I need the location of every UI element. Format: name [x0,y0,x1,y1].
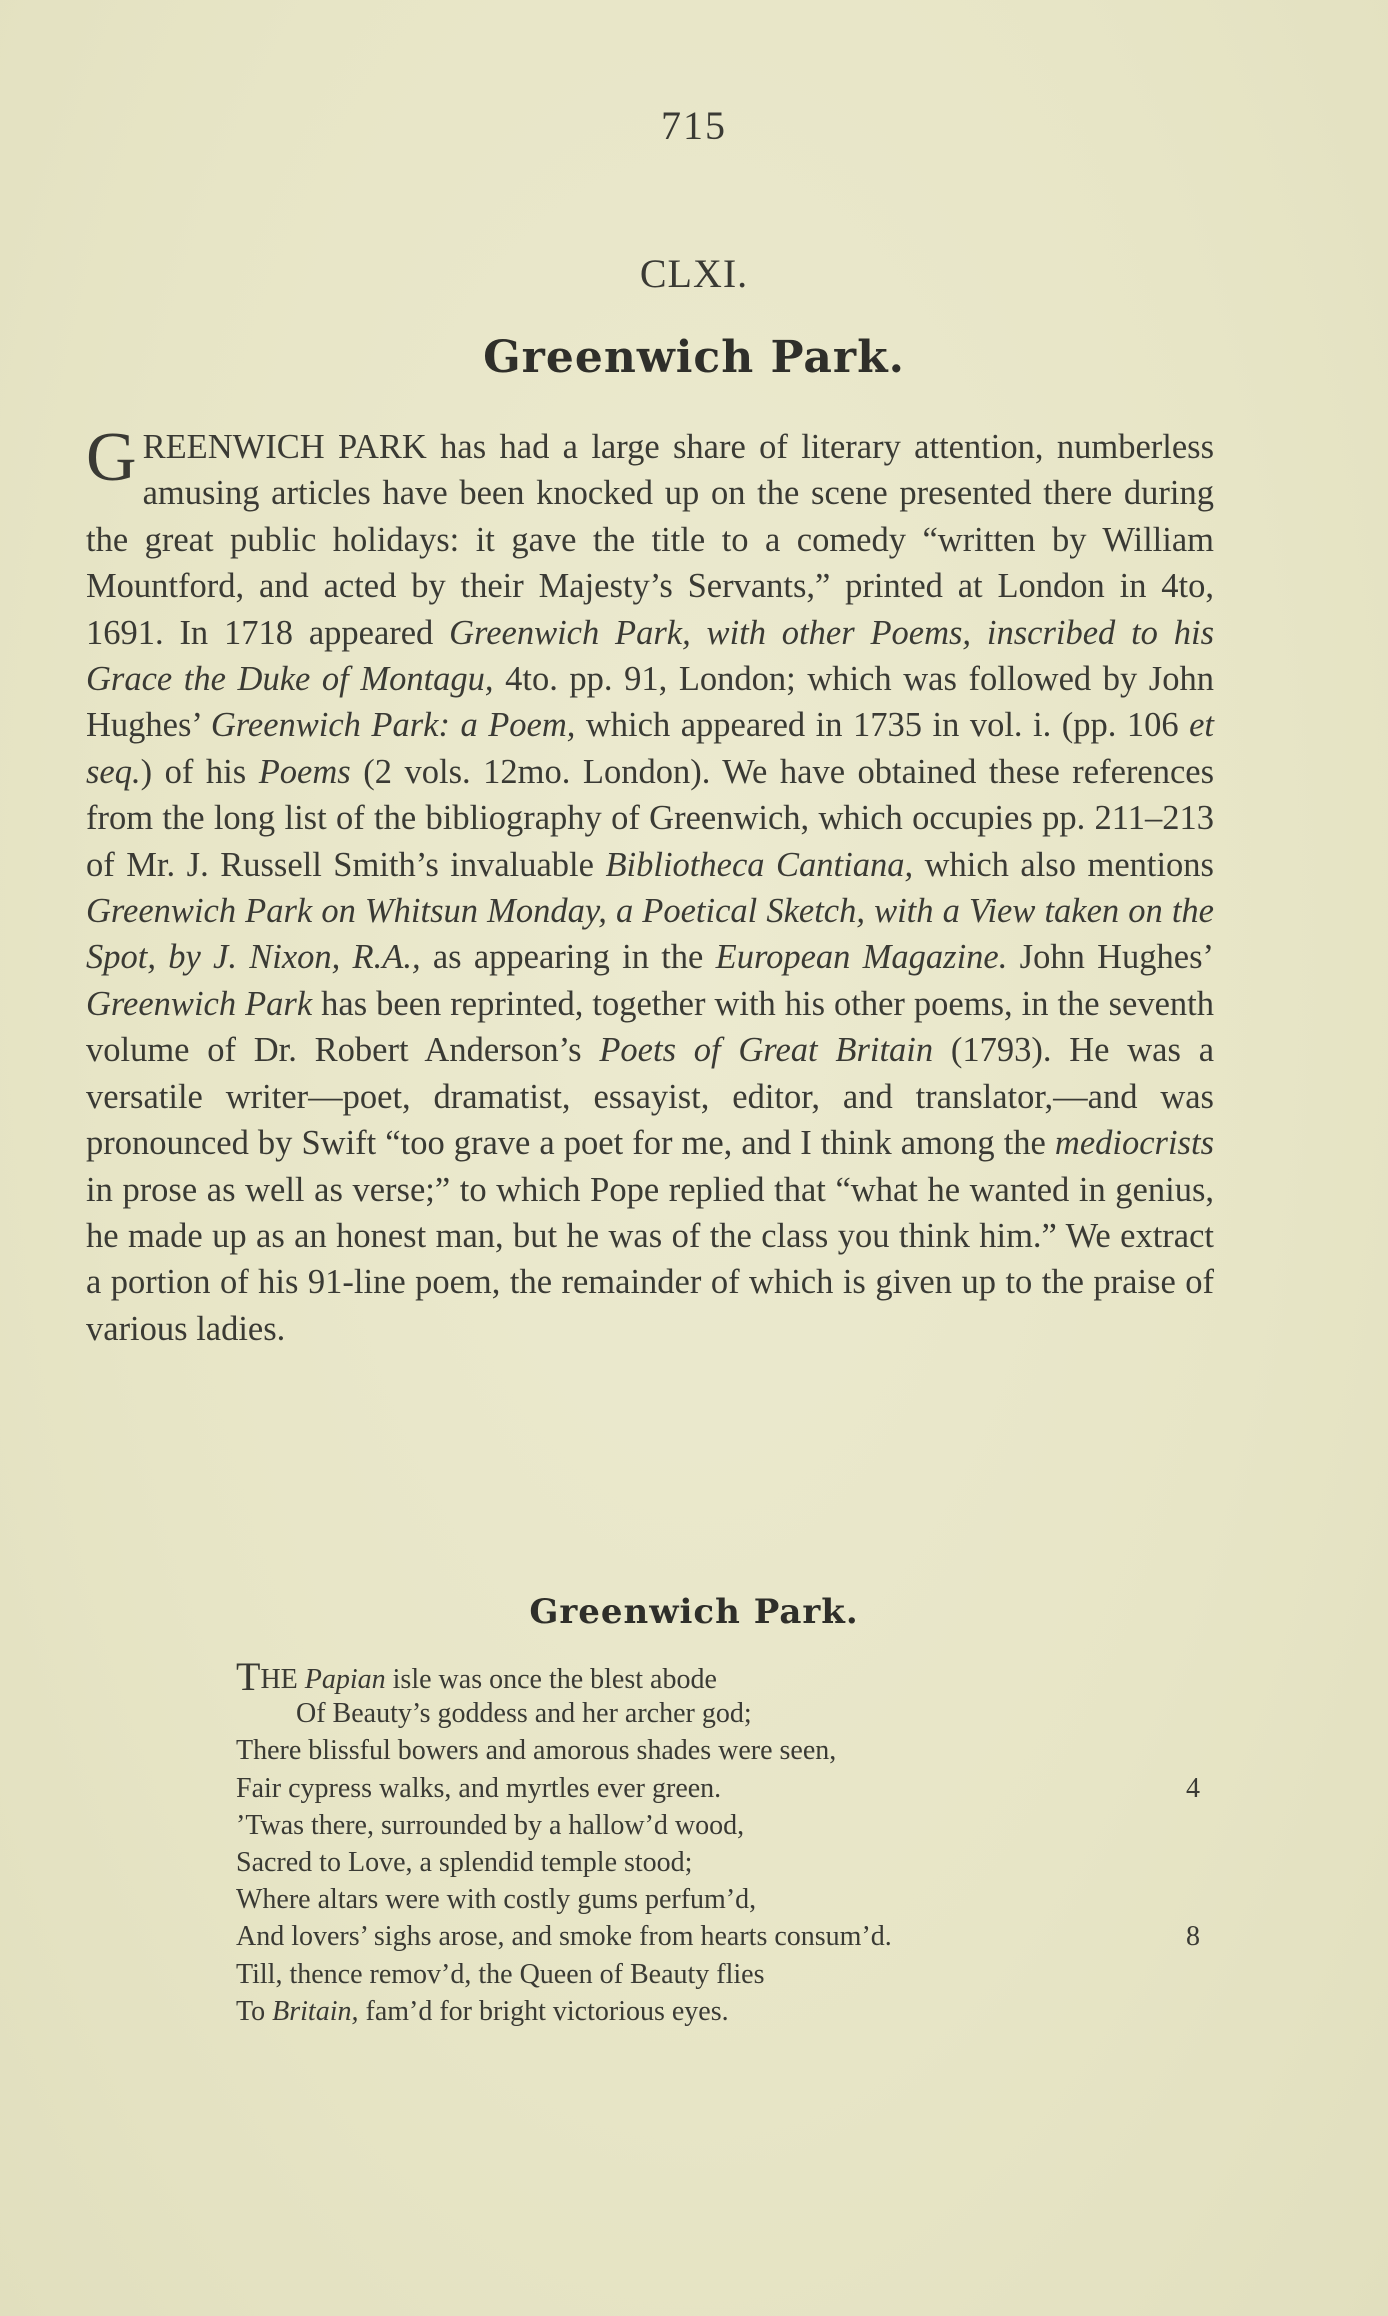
poem-line [236,1956,1216,1993]
line-number: 4 [1186,1772,1200,1804]
prose-segment: John Hughes’ [1007,938,1214,977]
poem-stanza [236,1654,1216,2030]
poem-text: To [236,1995,273,2027]
poem-text: HE [260,1664,305,1695]
poem-text: Fair cypress walks, and myrtles ever green. [236,1772,722,1804]
poem-line [236,1807,1216,1844]
prose-segment: REENWICH PARK has had a large share of literary attention, numberless amusing articles have been knocked up on the scene presented there during the great public holidays: it gave the title to a comedy “written by William Mountford, and acted by their Majesty’s Servants,” printed at London in 4to, 1691. In 1718 appeared [86,428,1214,652]
poem-text: ’Twas there, surrounded by a hallow’d wood, [236,1809,745,1841]
prose-segment: ) of his [140,752,259,791]
poem-line [236,1770,1216,1807]
poem-title: Greenwich Park. [529,1592,859,1632]
prose-segment: 4to. pp. 91, London; which was followed by John Hughes’ [86,660,1214,745]
prose-italic: Poems [258,752,351,791]
prose-segment: which also mentions [913,845,1214,884]
prose-segment: which appeared in 1735 in vol. i. (pp. 106 [575,706,1190,745]
prose-italic: et seq. [86,706,1214,791]
page-number: 715 [661,103,727,148]
prose-italic: Bibliotheca Cantiana, [605,845,914,884]
prose-italic: Greenwich Park, with other Poems, inscribed to his Grace the Duke of Montagu, [86,613,1215,699]
poem-text: Of Beauty’s goddess and her archer god; [296,1698,752,1730]
body-paragraph [86,419,1215,1352]
prose-italic: Greenwich Park on Whitsun Monday, a Poetical Sketch, with a View taken on the Spot, by J. Nixon, R.A., [86,892,1214,977]
prose-segment: as appearing in the [420,938,716,977]
prose-italic: mediocrists [1054,1124,1214,1163]
poem-line [236,1654,1216,1699]
poem-text: fam’d for bright victorious eyes. [358,1995,729,2027]
prose-segment: in prose as well as verse;” to which Pope replied that “what he wanted in genius, he made up as an honest man, but he was of the class you think him.” We extract a portion of his 91-line poem, the remainder of which is given up to the praise of various ladies. [86,1170,1214,1348]
prose-italic: Poets of Great Britain [599,1031,934,1070]
line-number: 8 [1186,1921,1200,1953]
poem-text: There blissful bowers and amorous shades were seen, [236,1735,837,1767]
prose-segment: (2 vols. 12mo. London). We have obtained these references from the long list of the bibliography of Greenwich, which occupies pp. 211–213 of Mr. J. Russell Smith’s invaluable [86,752,1214,884]
chapter-number: CLXI. [639,251,749,296]
poem-line [236,1732,1216,1769]
poem-text: Till, thence remov’d, the Queen of Beauty flies [236,1958,765,1990]
poem-line [236,1918,1216,1955]
poem-line [236,1881,1216,1918]
poem-drop-cap: T [236,1654,261,1699]
prose-text [86,419,1215,1348]
chapter-title: Greenwich Park. [483,332,905,383]
poem-text: Where altars were with costly gums perfum’d, [236,1884,757,1916]
prose-segment: has been reprinted, together with his other poems, in the seventh volume of Dr. Robert Anderson’s [86,984,1214,1070]
drop-cap: G [86,419,137,496]
poem-italic: Britain, [272,1995,359,2027]
poem-text: isle was once the blest abode [385,1664,717,1695]
poem-text: Sacred to Love, a splendid temple stood; [236,1846,693,1878]
poem-line [236,1844,1216,1881]
prose-italic: Greenwich Park: a Poem, [210,706,576,745]
prose-italic: Greenwich Park [86,984,313,1023]
poem-line [236,1695,1216,1732]
poem-text: And lovers’ sighs arose, and smoke from hearts consum’d. [236,1921,892,1953]
prose-italic: European Magazine. [715,938,1008,977]
poem-italic: Papian [304,1664,386,1695]
poem-line [236,1993,1216,2030]
prose-segment: (1793). He was a versatile writer—poet, dramatist, essayist, editor, and translator,—and was pronounced by Swift “too grave a poet for me, and I think among the [86,1031,1215,1163]
